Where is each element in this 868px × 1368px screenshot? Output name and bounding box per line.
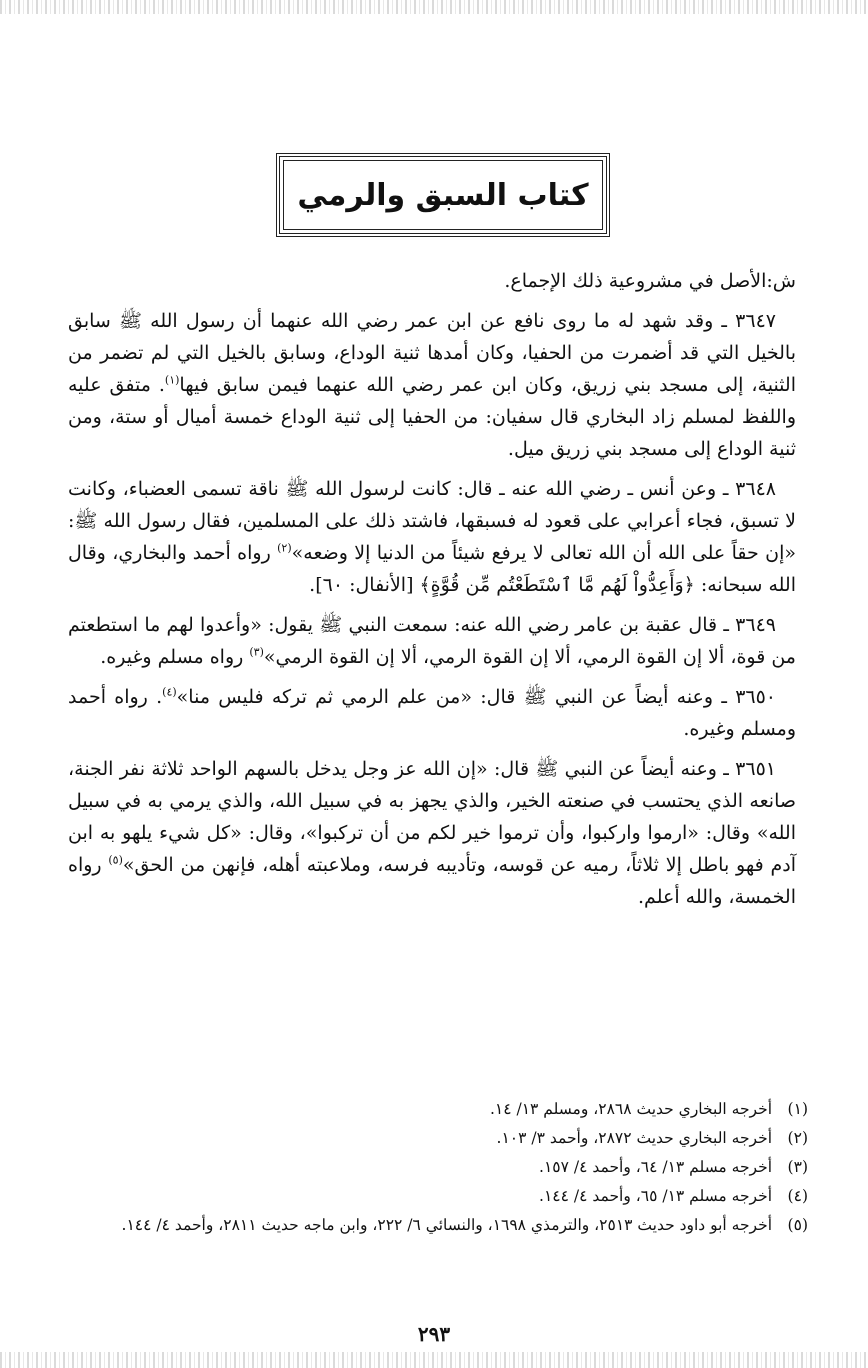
footnote [68, 1182, 808, 1211]
footnote-ref: (٢) [277, 541, 292, 555]
page-bottom-edge [0, 1352, 868, 1368]
footnote-number: (١) [787, 1100, 808, 1118]
footnote [68, 1124, 808, 1153]
paragraph: ٣٦٤٨ ـ وعن أنس ـ رضي الله عنه ـ قال: كانت لرسول الله ﷺ ناقة تسمى العضباء، وكانت لا تسبق، فجاء أعرابي على قعود له فسبقها، فاشتد ذلك على المسلمين، فقال رسول الله ﷺ: «إن حقاً على الله أن الله تعالى لا يرفع شيئاً من الدنيا إلا وضعه»$^{(٢)}$ رواه أحمد والبخاري، وقال الله سبحانه: ﴿وَأَعِدُّواْ لَهُم مَّا ٱسْتَطَعْتُم مِّن قُوَّةٍ﴾ [الأنفال: ٦٠]. [68, 478, 796, 596]
footnote-ref: (٥) [108, 853, 123, 867]
footnote [68, 1095, 808, 1124]
paragraph: ش:الأصل في مشروعية ذلك الإجماع. [504, 270, 796, 292]
footnote-text: أخرجه أبو داود حديث ٢٥١٣، والترمذي ١٦٩٨، والنسائي ٦/ ٢٢٢، وابن ماجه حديث ٢٨١١، وأحمد ٤/ ١٤٤. [121, 1216, 772, 1234]
main-text [68, 265, 796, 921]
paragraph: ٣٦٥١ ـ وعنه أيضاً عن النبي ﷺ قال: «إن الله عز وجل يدخل بالسهم الواحد ثلاثة نفر الجنة، صانعه الذي يحتسب في صنعته الخير، والذي يجهز به في سبيل الله، والذي يرمي به في سبيل الله» وقال: «ارموا واركبوا، وأن ترموا خير لكم من أن تركبوا»، وقال: «كل شيء يلهو به ابن آدم فهو باطل إلا ثلاثاً، رميه عن قوسه، وتأديبه فرسه، وملاعبته أهله، فإنهن من الحق»$^{(٥)}$ رواه الخمسة، والله أعلم. [68, 758, 796, 908]
footnote-number: (٣) [787, 1158, 808, 1176]
footnote-ref: (٣) [249, 645, 264, 659]
page-number: ٢٩٣ [417, 1322, 451, 1346]
footnote-ref: (٤) [162, 685, 177, 699]
footnotes [68, 1095, 808, 1240]
footnote [68, 1153, 808, 1182]
footnote-number: (٢) [787, 1129, 808, 1147]
footnote-ref: (١) [164, 373, 180, 387]
paragraph: ٣٦٤٩ ـ قال عقبة بن عامر رضي الله عنه: سمعت النبي ﷺ يقول: «وأعدوا لهم ما استطعتم من قوة، ألا إن القوة الرمي، ألا إن القوة الرمي، ألا إن القوة الرمي»$^{(٣)}$ رواه مسلم وغيره. [68, 614, 796, 668]
footnote-text: أخرجه البخاري حديث ٢٨٦٨، ومسلم ١٣/ ١٤. [489, 1100, 772, 1118]
chapter-title-box [276, 153, 610, 237]
footnote-number: (٥) [787, 1216, 808, 1234]
footnote-text: أخرجه مسلم ١٣/ ٦٤، وأحمد ٤/ ١٥٧. [539, 1158, 772, 1176]
chapter-title: كتاب السبق والرمي [297, 177, 589, 213]
paragraph: ٣٦٤٧ ـ وقد شهد له ما روى نافع عن ابن عمر رضي الله عنهما أن رسول الله ﷺ سابق بالخيل التي قد أضمرت من الحفيا، وكان أمدها ثنية الوداع، وسابق بالخيل التي لم تضمر من الثنية، إلى مسجد بني زريق، وكان ابن عمر رضي الله عنهما فيمن سابق فيها$^{(١)}$. متفق عليه واللفظ لمسلم زاد البخاري قال سفيان: من الحفيا إلى ثنية الوداع خمسة أميال أو ستة، ومن ثنية الوداع إلى مسجد بني زريق ميل. [68, 310, 796, 460]
footnote-text: أخرجه البخاري حديث ٢٨٧٢، وأحمد ٣/ ١٠٣. [496, 1129, 772, 1147]
footnote-number: (٤) [787, 1187, 808, 1205]
footnote-text: أخرجه مسلم ١٣/ ٦٥، وأحمد ٤/ ١٤٤. [539, 1187, 772, 1205]
paragraph: ٣٦٥٠ ـ وعنه أيضاً عن النبي ﷺ قال: «من علم الرمي ثم تركه فليس منا»$^{(٤)}$. رواه أحمد ومسلم وغيره. [68, 685, 796, 740]
footnote [68, 1211, 808, 1240]
page-top-edge [0, 0, 868, 14]
